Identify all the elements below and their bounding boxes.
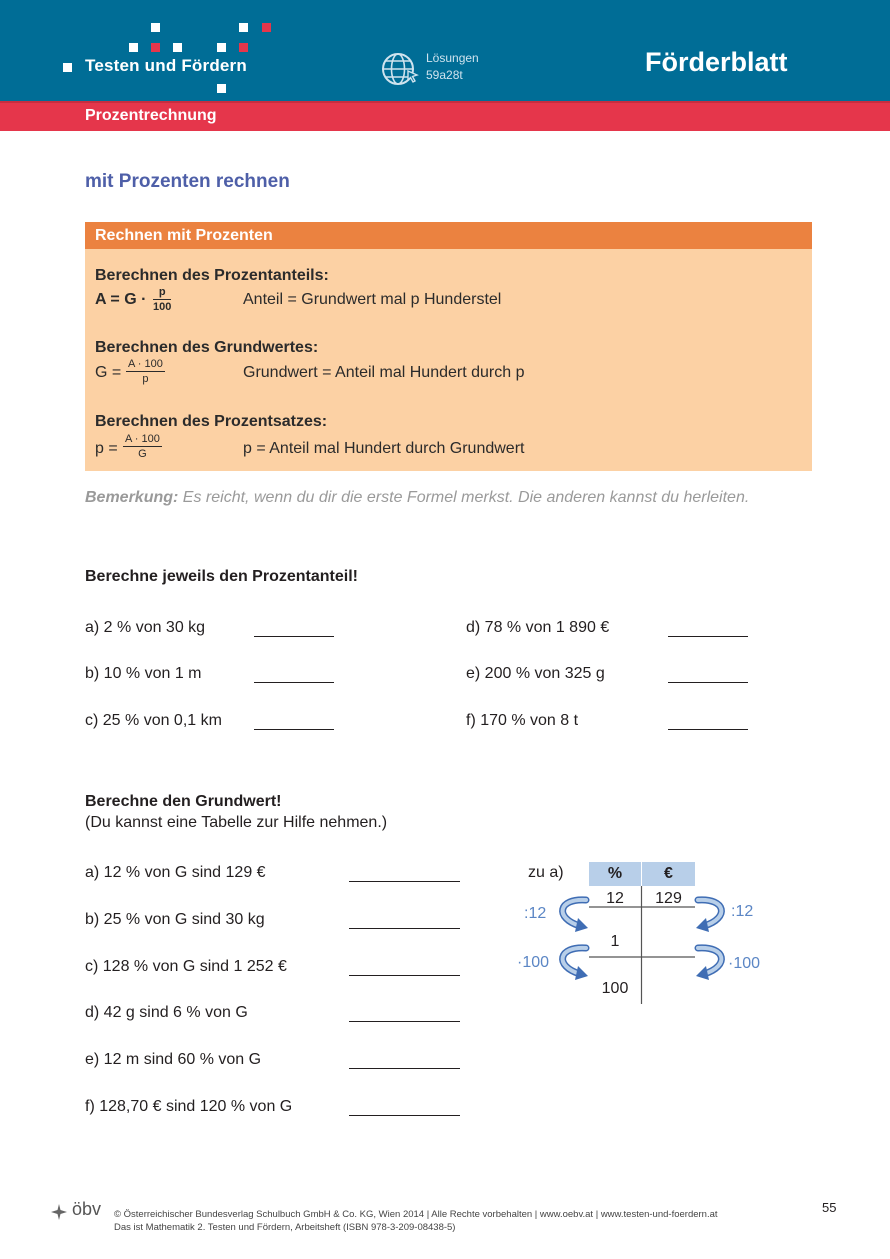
helper-op-left-mul: ·100	[517, 954, 550, 971]
task2-item: b) 25 % von G sind 30 kg	[85, 911, 265, 928]
task2-heading: Berechne den Grundwert!	[85, 793, 282, 810]
formula-box	[85, 222, 812, 471]
page-number: 55	[822, 1200, 837, 1215]
task2-item: f) 128,70 € sind 120 % von G	[85, 1098, 293, 1115]
formula-heading: Berechnen des Prozentsatzes:	[95, 413, 328, 430]
fraction-denominator: p	[142, 373, 149, 385]
solutions-code[interactable]: 59a28t	[426, 68, 463, 82]
helper-header-percent: %	[589, 862, 641, 886]
task2-subheading: (Du kannst eine Tabelle zur Hilfe nehmen.)	[85, 814, 388, 831]
formula-fraction	[123, 433, 162, 460]
answer-blank[interactable]	[254, 636, 334, 637]
answer-blank[interactable]	[349, 1068, 460, 1069]
task2-item: a) 12 % von G sind 129 €	[85, 864, 266, 881]
formula-explanation: Anteil = Grundwert mal p Hunderstel	[243, 291, 502, 308]
answer-blank[interactable]	[349, 1021, 460, 1022]
formula-lhs: G =	[95, 364, 122, 381]
curved-arrow-icon	[692, 890, 734, 990]
answer-blank[interactable]	[349, 928, 460, 929]
formula-heading: Berechnen des Prozentanteils:	[95, 267, 329, 284]
answer-blank[interactable]	[668, 636, 748, 637]
helper-op-right-mul: ·100	[728, 955, 761, 972]
fraction-numerator: p	[153, 286, 171, 300]
answer-blank[interactable]	[254, 729, 334, 730]
answer-blank[interactable]	[349, 1115, 460, 1116]
helper-label: zu a)	[528, 864, 564, 881]
task1-item: b) 10 % von 1 m	[85, 665, 202, 682]
fraction-denominator: G	[138, 448, 147, 460]
fraction-denominator: 100	[153, 301, 172, 313]
helper-cell: 1	[610, 933, 620, 950]
task2-item: e) 12 m sind 60 % von G	[85, 1051, 262, 1068]
topic-title: Prozentrechnung	[85, 107, 217, 124]
footer-copyright: © Österreichischer Bundesverlag Schulbuch GmbH & Co. KG, Wien 2014 | Alle Rechte vorbehalten | www.oebv.at | www.testen-und-foerdern.at	[114, 1209, 718, 1220]
brand-name: Testen und Fördern	[85, 56, 247, 75]
answer-blank[interactable]	[668, 682, 748, 683]
task1-item: f) 170 % von 8 t	[466, 712, 579, 729]
helper-cell: 129	[655, 890, 682, 907]
task1-item: c) 25 % von 0,1 km	[85, 712, 222, 729]
fraction-numerator: A · 100	[128, 358, 163, 370]
helper-op-left-div: :12	[524, 905, 547, 922]
helper-op-right-div: :12	[731, 903, 754, 920]
formula-explanation: p = Anteil mal Hundert durch Grundwert	[243, 440, 525, 457]
solutions-label[interactable]: Lösungen	[426, 51, 479, 65]
section-title: mit Prozenten rechnen	[85, 171, 290, 192]
formula-fraction	[153, 286, 171, 313]
task1-item: d) 78 % von 1 890 €	[466, 619, 610, 636]
formula-explanation: Grundwert = Anteil mal Hundert durch p	[243, 364, 525, 381]
note-label: Bemerkung:	[85, 489, 179, 506]
helper-header-euro: €	[642, 862, 695, 886]
fraction-numerator: A · 100	[125, 433, 160, 445]
formula-heading: Berechnen des Grundwertes:	[95, 339, 319, 356]
formula-box-title: Rechnen mit Prozenten	[85, 222, 812, 249]
footer-book-info: Das ist Mathematik 2. Testen und Fördern, Arbeitsheft (ISBN 978-3-209-08438-5)	[114, 1222, 456, 1233]
answer-blank[interactable]	[254, 682, 334, 683]
globe-icon[interactable]	[381, 50, 419, 88]
answer-blank[interactable]	[349, 881, 460, 882]
note-text: Es reicht, wenn du dir die erste Formel merkst. Die anderen kannst du herleiten.	[178, 489, 750, 506]
task1-item: a) 2 % von 30 kg	[85, 619, 206, 636]
publisher-logo-icon	[50, 1203, 68, 1221]
task2-item: c) 128 % von G sind 1 252 €	[85, 958, 287, 975]
task1-item: e) 200 % von 325 g	[466, 665, 605, 682]
formula-lhs: A = G ·	[95, 291, 147, 308]
task1-heading: Berechne jeweils den Prozentanteil!	[85, 568, 358, 585]
task2-item: d) 42 g sind 6 % von G	[85, 1004, 248, 1021]
formula-lhs: p =	[95, 440, 118, 457]
curved-arrow-icon	[550, 890, 592, 990]
helper-cell: 12	[606, 890, 624, 907]
answer-blank[interactable]	[668, 729, 748, 730]
formula-fraction	[126, 358, 165, 385]
publisher-logo: öbv	[72, 1199, 102, 1219]
sheet-title: Förderblatt	[645, 47, 788, 77]
note	[85, 487, 785, 508]
helper-cell: 100	[601, 980, 629, 997]
answer-blank[interactable]	[349, 975, 460, 976]
